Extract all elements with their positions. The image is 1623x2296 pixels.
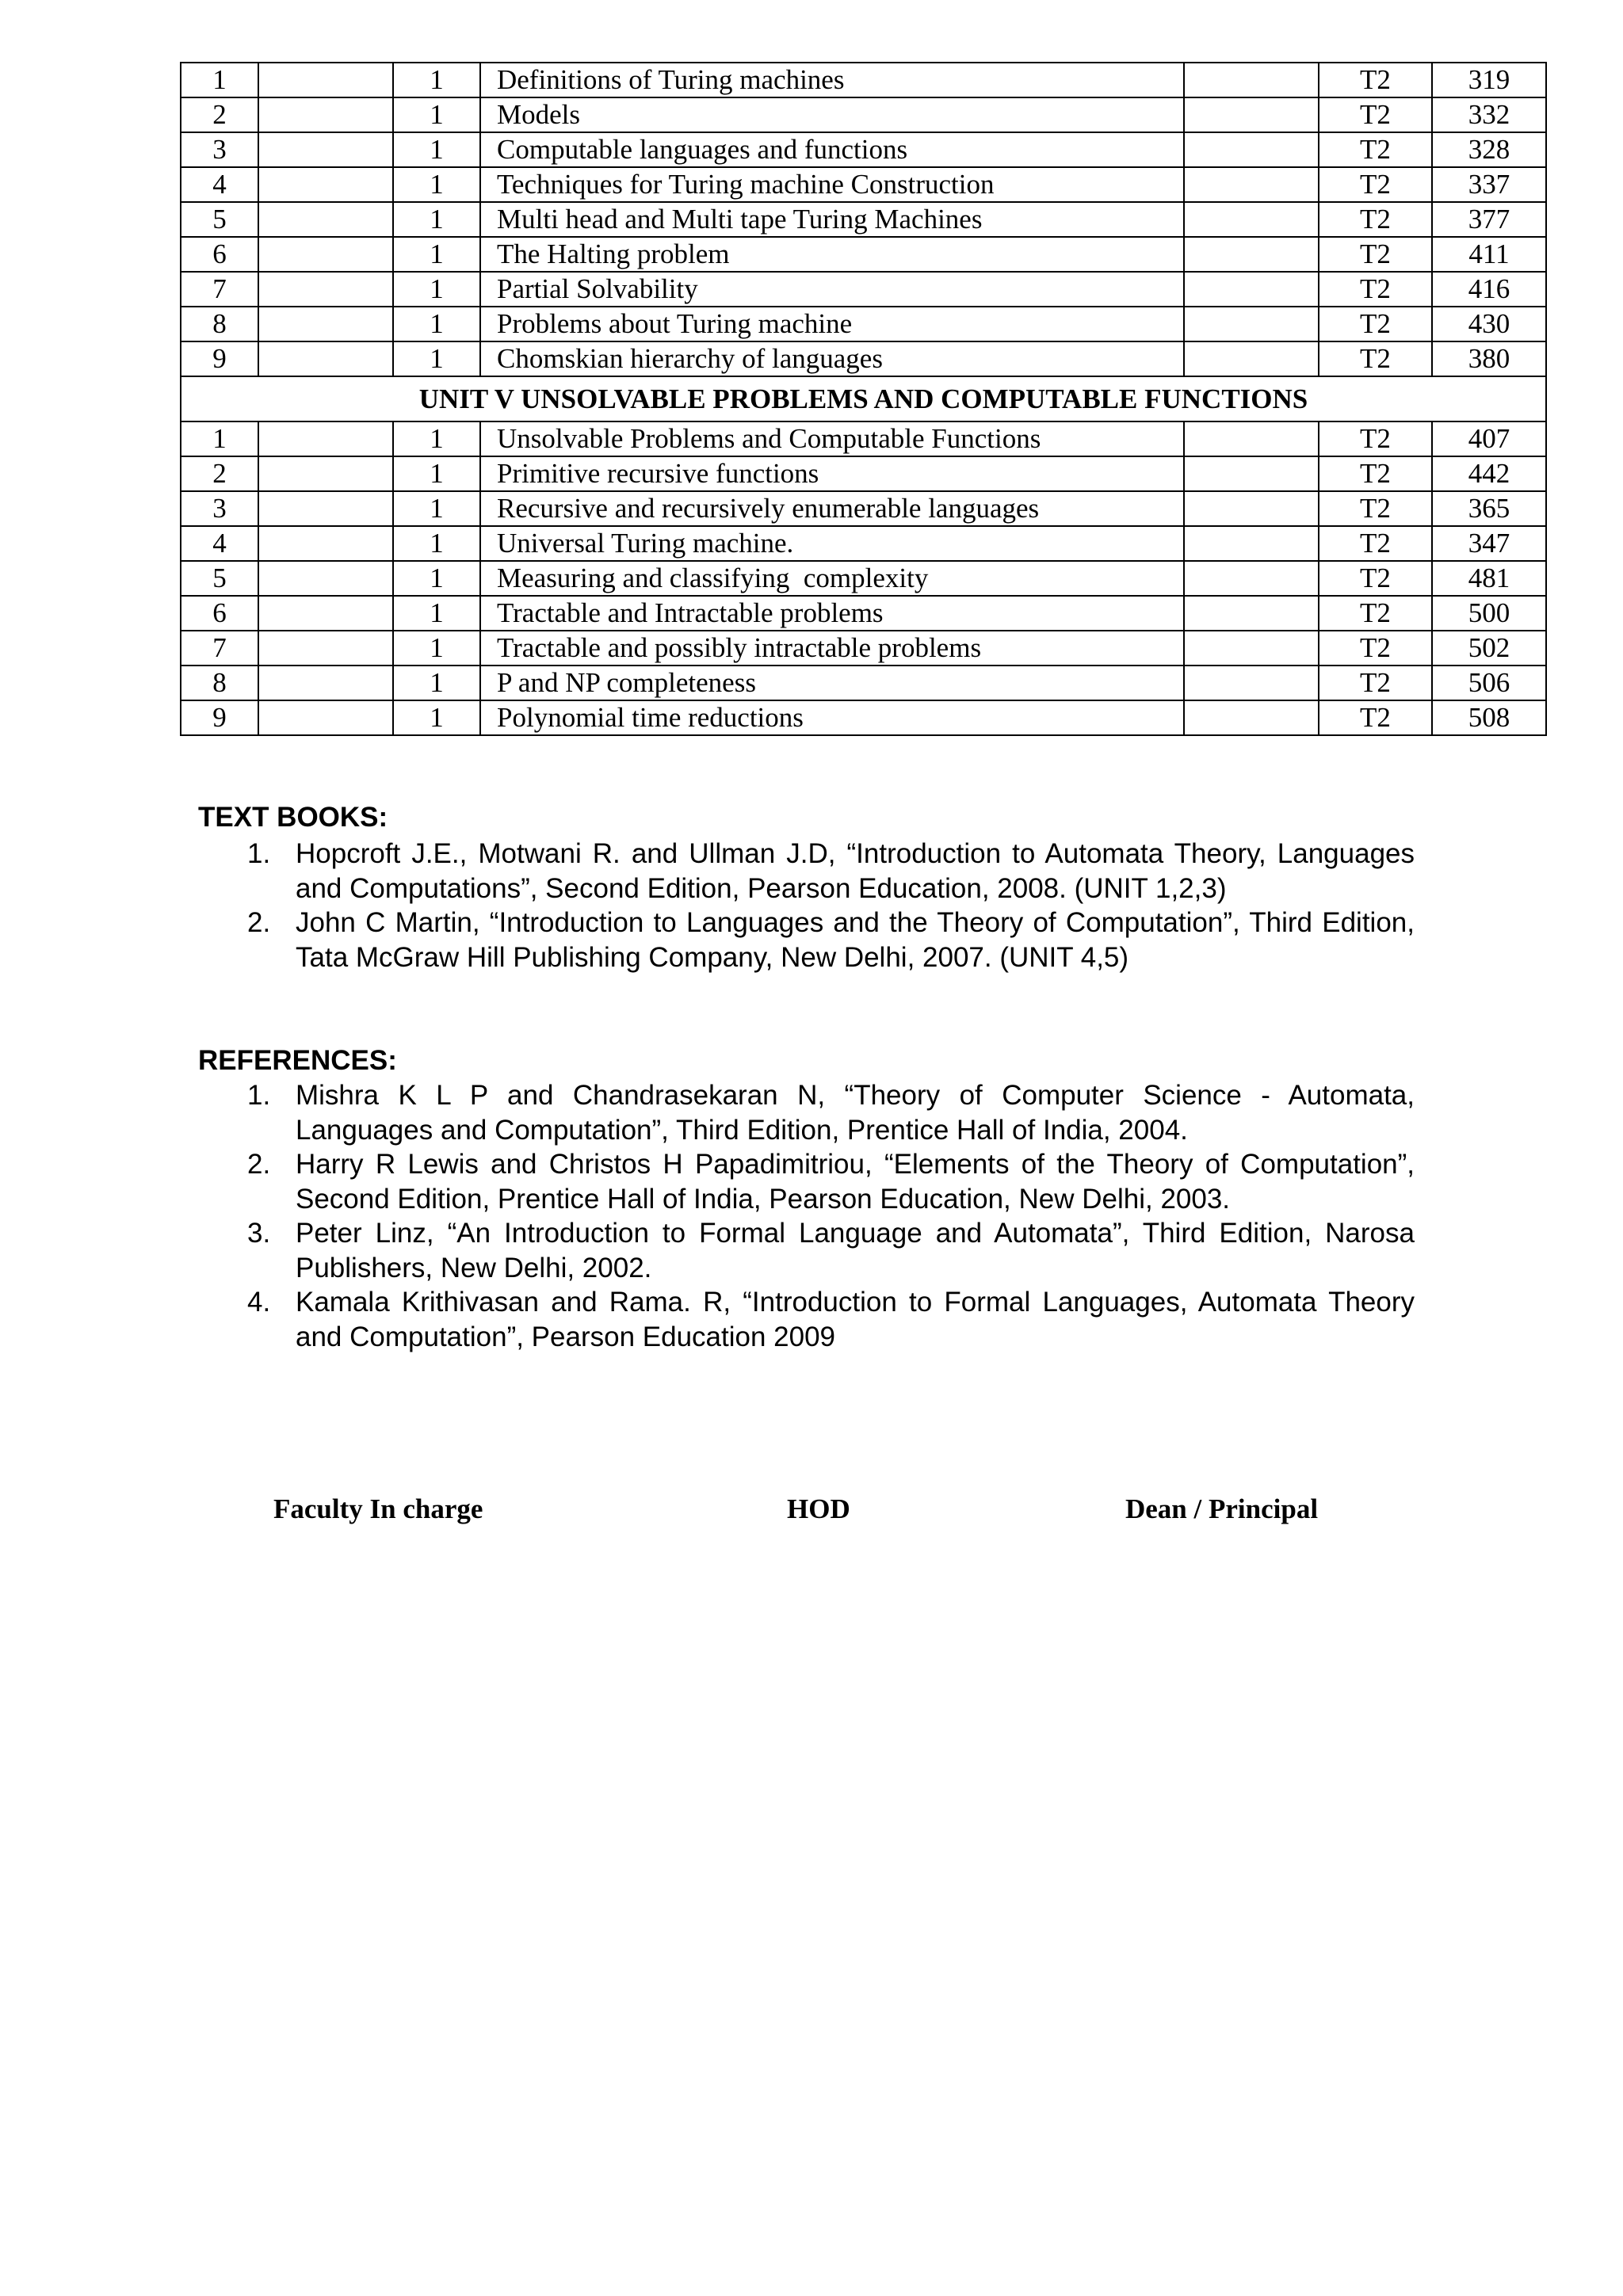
lesson-plan-table [180, 62, 1547, 736]
book-cell: T2 [1319, 596, 1432, 631]
hours-cell: 1 [393, 307, 480, 341]
page-cell: 332 [1432, 97, 1546, 132]
book-cell: T2 [1319, 491, 1432, 526]
table-row [181, 237, 1546, 272]
list-item-text: Peter Linz, “An Introduction to Formal Language and Automata”, Third Edition, Narosa Publishers, New Delhi, 2002. [296, 1218, 1415, 1283]
page-cell: 347 [1432, 526, 1546, 561]
unit-heading-row [181, 376, 1546, 421]
sno-cell: 7 [181, 272, 258, 307]
page-cell: 407 [1432, 421, 1546, 456]
topic-cell: Computable languages and functions [480, 132, 1184, 167]
hod-signature-label: HOD [787, 1493, 850, 1524]
date-cell [258, 307, 393, 341]
mode-cell [1184, 666, 1319, 700]
dean-signature-label: Dean / Principal [1125, 1493, 1319, 1524]
hours-cell: 1 [393, 167, 480, 202]
hours-cell: 1 [393, 596, 480, 631]
page-cell: 506 [1432, 666, 1546, 700]
date-cell [258, 456, 393, 491]
date-cell [258, 272, 393, 307]
sno-cell: 5 [181, 561, 258, 596]
topic-cell: Problems about Turing machine [480, 307, 1184, 341]
list-item-number: 1. [247, 838, 271, 869]
list-item-text: Hopcroft J.E., Motwani R. and Ullman J.D, “Introduction to Automata Theory, Languages and Computations”, Second Edition, Pearson Education, 2008. (UNIT 1,2,3) [296, 838, 1415, 904]
topic-cell: Chomskian hierarchy of languages [480, 341, 1184, 376]
date-cell [258, 167, 393, 202]
hours-cell: 1 [393, 63, 480, 97]
sno-cell: 4 [181, 167, 258, 202]
date-cell [258, 237, 393, 272]
book-cell: T2 [1319, 666, 1432, 700]
sno-cell: 8 [181, 307, 258, 341]
page-cell: 319 [1432, 63, 1546, 97]
topic-cell: Techniques for Turing machine Construction [480, 167, 1184, 202]
sno-cell: 2 [181, 456, 258, 491]
mode-cell [1184, 237, 1319, 272]
unit-title: UNIT V UNSOLVABLE PROBLEMS AND COMPUTABLE FUNCTIONS [181, 376, 1546, 421]
mode-cell [1184, 97, 1319, 132]
page-cell: 365 [1432, 491, 1546, 526]
list-item-number: 1. [247, 1080, 271, 1111]
list-item-number: 2. [247, 1149, 271, 1180]
mode-cell [1184, 167, 1319, 202]
book-cell: T2 [1319, 97, 1432, 132]
mode-cell [1184, 307, 1319, 341]
book-cell: T2 [1319, 167, 1432, 202]
sno-cell: 6 [181, 596, 258, 631]
hours-cell: 1 [393, 631, 480, 666]
hours-cell: 1 [393, 272, 480, 307]
topic-cell: Recursive and recursively enumerable languages [480, 491, 1184, 526]
page-cell: 430 [1432, 307, 1546, 341]
hours-cell: 1 [393, 700, 480, 735]
book-cell: T2 [1319, 132, 1432, 167]
list-item-text: John C Martin, “Introduction to Languages and the Theory of Computation”, Third Edition, Tata McGraw Hill Publishing Company, New Delhi, 2007. (UNIT 4,5) [296, 907, 1415, 973]
topic-cell: Measuring and classifying complexity [480, 561, 1184, 596]
book-cell: T2 [1319, 272, 1432, 307]
text-books-heading: TEXT BOOKS: [198, 802, 388, 833]
hours-cell: 1 [393, 341, 480, 376]
mode-cell [1184, 63, 1319, 97]
table-row [181, 167, 1546, 202]
table-row [181, 421, 1546, 456]
list-item [198, 906, 1415, 974]
page-cell: 337 [1432, 167, 1546, 202]
hours-cell: 1 [393, 202, 480, 237]
topic-cell: The Halting problem [480, 237, 1184, 272]
sno-cell: 3 [181, 132, 258, 167]
date-cell [258, 666, 393, 700]
book-cell: T2 [1319, 202, 1432, 237]
mode-cell [1184, 596, 1319, 631]
hours-cell: 1 [393, 421, 480, 456]
mode-cell [1184, 272, 1319, 307]
date-cell [258, 63, 393, 97]
list-item-number: 3. [247, 1218, 271, 1249]
table-row [181, 491, 1546, 526]
table-row [181, 63, 1546, 97]
book-cell: T2 [1319, 341, 1432, 376]
table-row [181, 307, 1546, 341]
table-row [181, 596, 1546, 631]
book-cell: T2 [1319, 237, 1432, 272]
mode-cell [1184, 526, 1319, 561]
table-row [181, 132, 1546, 167]
mode-cell [1184, 341, 1319, 376]
topic-cell: Partial Solvability [480, 272, 1184, 307]
topic-cell: Unsolvable Problems and Computable Functions [480, 421, 1184, 456]
mode-cell [1184, 700, 1319, 735]
date-cell [258, 97, 393, 132]
page-cell: 502 [1432, 631, 1546, 666]
mode-cell [1184, 202, 1319, 237]
list-item [198, 1285, 1415, 1354]
sno-cell: 9 [181, 700, 258, 735]
book-cell: T2 [1319, 456, 1432, 491]
date-cell [258, 341, 393, 376]
hours-cell: 1 [393, 237, 480, 272]
hours-cell: 1 [393, 561, 480, 596]
topic-cell: Tractable and Intractable problems [480, 596, 1184, 631]
sno-cell: 7 [181, 631, 258, 666]
sno-cell: 1 [181, 421, 258, 456]
page-cell: 377 [1432, 202, 1546, 237]
list-item-number: 4. [247, 1287, 271, 1318]
list-item-text: Mishra K L P and Chandrasekaran N, “Theory of Computer Science - Automata, Languages and Computation”, Third Edition, Prentice Hall of India, 2004. [296, 1080, 1415, 1146]
mode-cell [1184, 421, 1319, 456]
topic-cell: Polynomial time reductions [480, 700, 1184, 735]
date-cell [258, 526, 393, 561]
page-cell: 411 [1432, 237, 1546, 272]
book-cell: T2 [1319, 561, 1432, 596]
list-item-text: Kamala Krithivasan and Rama. R, “Introduction to Formal Languages, Automata Theory and Computation”, Pearson Education 2009 [296, 1287, 1415, 1352]
table-row [181, 341, 1546, 376]
table-row [181, 202, 1546, 237]
mode-cell [1184, 631, 1319, 666]
mode-cell [1184, 561, 1319, 596]
list-item [198, 1216, 1415, 1285]
references-list [198, 1078, 1415, 1354]
book-cell: T2 [1319, 63, 1432, 97]
book-cell: T2 [1319, 700, 1432, 735]
book-cell: T2 [1319, 307, 1432, 341]
topic-cell: Definitions of Turing machines [480, 63, 1184, 97]
table-row [181, 631, 1546, 666]
sno-cell: 2 [181, 97, 258, 132]
sno-cell: 8 [181, 666, 258, 700]
topic-cell: Universal Turing machine. [480, 526, 1184, 561]
references-heading: REFERENCES: [198, 1045, 397, 1076]
hours-cell: 1 [393, 132, 480, 167]
mode-cell [1184, 132, 1319, 167]
table-row [181, 666, 1546, 700]
sno-cell: 9 [181, 341, 258, 376]
page-cell: 328 [1432, 132, 1546, 167]
date-cell [258, 631, 393, 666]
hours-cell: 1 [393, 526, 480, 561]
table-row [181, 700, 1546, 735]
list-item [198, 1078, 1415, 1147]
sno-cell: 3 [181, 491, 258, 526]
sno-cell: 6 [181, 237, 258, 272]
topic-cell: Tractable and possibly intractable problems [480, 631, 1184, 666]
sno-cell: 1 [181, 63, 258, 97]
list-item [198, 1147, 1415, 1216]
text-books-list [198, 837, 1415, 974]
list-item-number: 2. [247, 907, 271, 938]
table-row [181, 97, 1546, 132]
page-cell: 380 [1432, 341, 1546, 376]
date-cell [258, 491, 393, 526]
list-item [198, 837, 1415, 906]
faculty-signature-label: Faculty In charge [273, 1493, 483, 1524]
date-cell [258, 132, 393, 167]
table-row [181, 561, 1546, 596]
sno-cell: 5 [181, 202, 258, 237]
hours-cell: 1 [393, 97, 480, 132]
topic-cell: Primitive recursive functions [480, 456, 1184, 491]
table-row [181, 456, 1546, 491]
date-cell [258, 700, 393, 735]
topic-cell: Multi head and Multi tape Turing Machines [480, 202, 1184, 237]
table-row [181, 526, 1546, 561]
mode-cell [1184, 456, 1319, 491]
book-cell: T2 [1319, 421, 1432, 456]
hours-cell: 1 [393, 456, 480, 491]
date-cell [258, 561, 393, 596]
page-cell: 481 [1432, 561, 1546, 596]
page-cell: 508 [1432, 700, 1546, 735]
table-row [181, 272, 1546, 307]
book-cell: T2 [1319, 526, 1432, 561]
sno-cell: 4 [181, 526, 258, 561]
date-cell [258, 421, 393, 456]
date-cell [258, 596, 393, 631]
page-cell: 416 [1432, 272, 1546, 307]
topic-cell: P and NP completeness [480, 666, 1184, 700]
date-cell [258, 202, 393, 237]
topic-cell: Models [480, 97, 1184, 132]
hours-cell: 1 [393, 491, 480, 526]
mode-cell [1184, 491, 1319, 526]
page-cell: 500 [1432, 596, 1546, 631]
page-cell: 442 [1432, 456, 1546, 491]
hours-cell: 1 [393, 666, 480, 700]
list-item-text: Harry R Lewis and Christos H Papadimitriou, “Elements of the Theory of Computation”, Second Edition, Prentice Hall of India, Pearson Education, New Delhi, 2003. [296, 1149, 1415, 1215]
book-cell: T2 [1319, 631, 1432, 666]
